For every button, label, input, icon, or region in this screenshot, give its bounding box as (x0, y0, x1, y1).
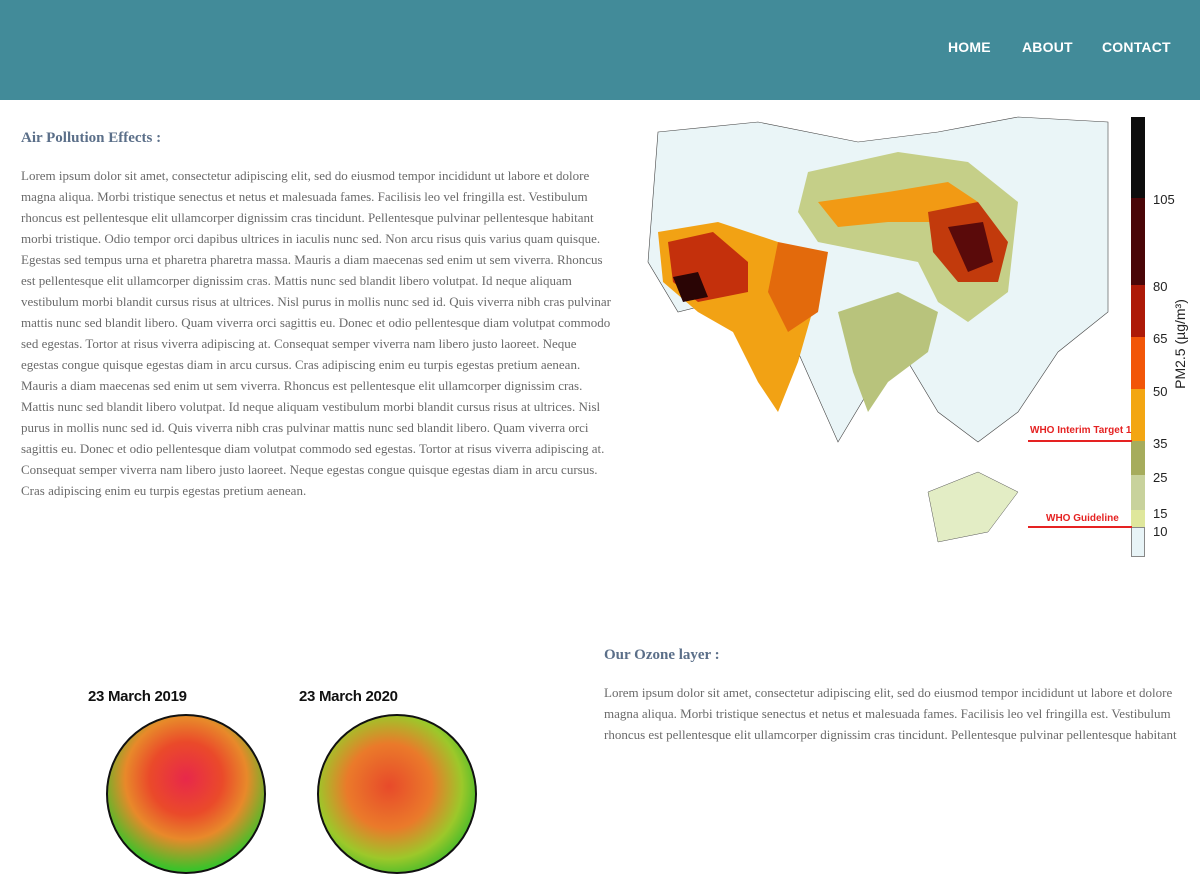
ozone-globe-2020 (317, 714, 477, 874)
colorbar-band (1131, 475, 1145, 510)
colorbar-tick: 105 (1153, 192, 1175, 207)
ozone-globe-2019 (106, 714, 266, 874)
colorbar-band (1131, 527, 1145, 557)
colorbar-band (1131, 285, 1145, 337)
colorbar-unit-label: PM2.5 (µg/m³) (1172, 299, 1188, 389)
ozone-heading: Our Ozone layer : (604, 647, 720, 663)
colorbar-tick: 15 (1153, 506, 1168, 521)
colorbar-band (1131, 117, 1145, 198)
site-header (0, 0, 1200, 100)
colorbar-tick: 50 (1153, 384, 1168, 399)
nav-contact[interactable]: CONTACT (1102, 39, 1171, 55)
who-guideline-label: WHO Guideline (1046, 513, 1119, 524)
nav-home[interactable]: HOME (948, 39, 991, 55)
nav-about[interactable]: ABOUT (1022, 39, 1073, 55)
colorbar-band (1131, 337, 1145, 389)
air-pollution-heading: Air Pollution Effects : (21, 130, 162, 146)
asia-pm25-map (638, 112, 1198, 560)
colorbar-band (1131, 441, 1145, 475)
air-pollution-text: Lorem ipsum dolor sit amet, consectetur adipiscing elit, sed do eiusmod tempor incididunt ut labore et dolore magna aliqua. Morbi tristique senectus et netus et malesuada fames. Facilisis leo vel fringilla est. Vestibulum rhoncus est pellentesque elit ullamcorper dignissim cras tincidunt. Pellentesque pulvinar pellentesque habitant morbi tristique. Odio tempor orci dapibus ultrices in iaculis nunc sed. Non arcu risus quis varius quam quisque. Egestas sed tempus urna et pharetra pharetra massa. Mauris a diam maecenas sed enim ut sem viverra. Rhoncus est pellentesque elit ullamcorper dignissim cras. Mattis nunc sed blandit libero volutpat. Id neque aliquam vestibulum morbi blandit cursus risus at ultrices. Nisl purus in mollis nunc sed id. Quis viverra nibh cras pulvinar mattis nunc sed blandit libero. Quam viverra orci sagittis eu. Donec et odio pellentesque diam volutpat commodo sed egestas. Tortor at risus viverra adipiscing at. Consequat semper viverra nam libero justo laoreet. Neque egestas congue quisque egestas diam in arcu cursus. Cras adipiscing enim eu turpis egestas pretium aenean. Mauris a diam maecenas sed enim ut sem viverra. Rhoncus est pellentesque elit ullamcorper dignissim cras. Mattis nunc sed blandit libero volutpat. Id neque aliquam vestibulum morbi blandit cursus risus at ultrices. Nisl purus in mollis nunc sed id. Quis viverra nibh cras pulvinar mattis nunc sed blandit libero. Quam viverra orci sagittis eu. Donec et odio pellentesque diam volutpat commodo sed egestas. Tortor at risus viverra adipiscing at. Consequat semper viverra nam libero justo laoreet. Neque egestas congue quisque egestas diam in arcu cursus. Cras adipiscing enim eu turpis egestas pretium aenean. (21, 168, 611, 498)
who-interim-line (1028, 440, 1132, 442)
who-guideline-line (1028, 526, 1132, 528)
colorbar-band (1131, 510, 1145, 527)
colorbar-band (1131, 198, 1145, 285)
ozone-date-2020: 23 March 2020 (299, 688, 398, 705)
colorbar-tick: 25 (1153, 470, 1168, 485)
who-interim-label: WHO Interim Target 1 (1030, 425, 1132, 436)
colorbar-tick: 65 (1153, 331, 1168, 346)
colorbar-tick: 80 (1153, 279, 1168, 294)
colorbar-band (1131, 389, 1145, 441)
ozone-date-2019: 23 March 2019 (88, 688, 187, 705)
colorbar-tick: 35 (1153, 436, 1168, 451)
ozone-text: Lorem ipsum dolor sit amet, consectetur adipiscing elit, sed do eiusmod tempor incididunt ut labore et dolore magna aliqua. Morbi tristique senectus et netus et malesuada fames. Facilisis leo vel fringilla est. Vestibulum rhoncus est pellentesque elit ullamcorper dignissim cras tincidunt. Pellentesque pulvinar pellentesque habitant (604, 685, 1177, 742)
colorbar-tick: 10 (1153, 524, 1168, 539)
